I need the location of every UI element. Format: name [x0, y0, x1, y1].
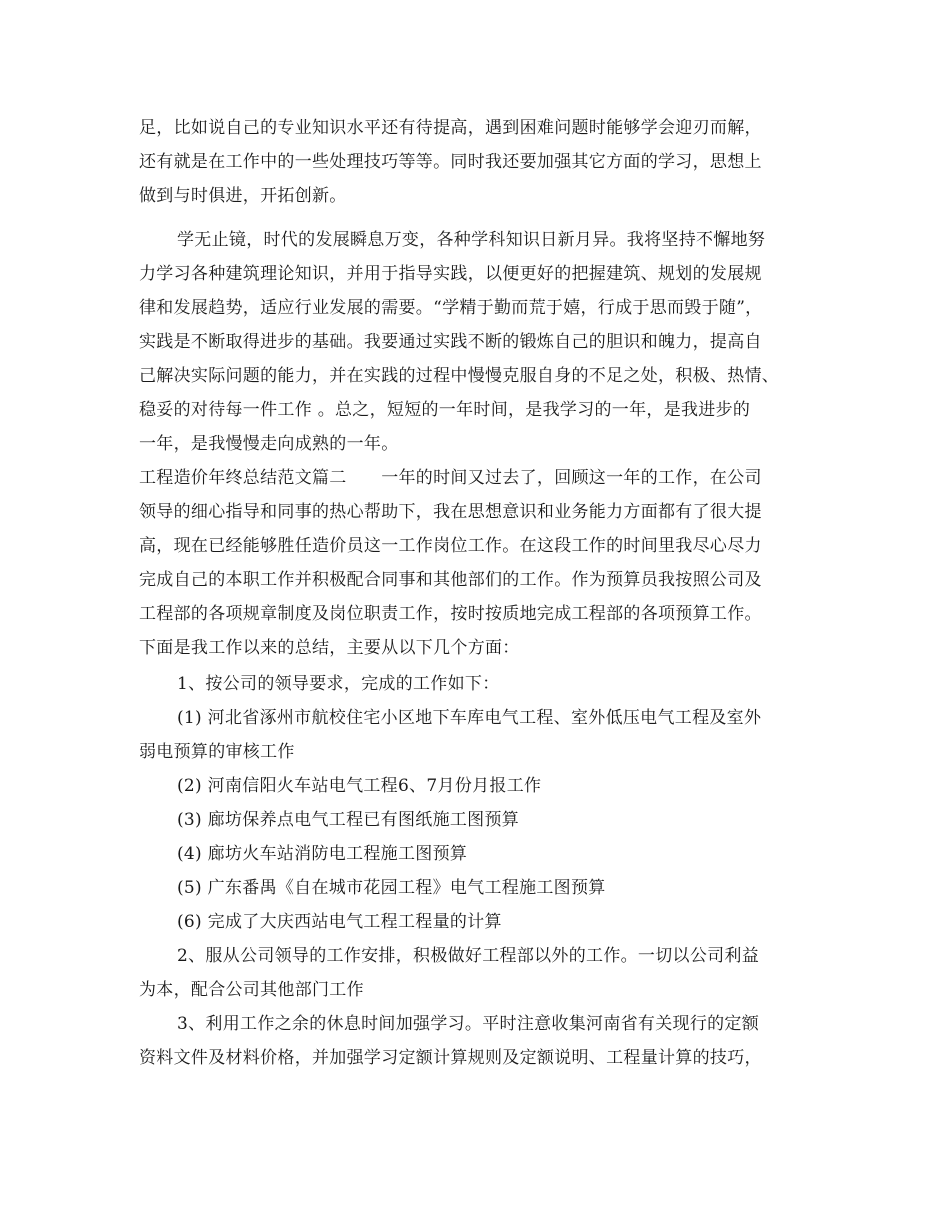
list-item: 2、服从公司领导的工作安排，积极做好工程部以外的工作。一切以公司利益	[177, 946, 760, 966]
list-item: 弱电预算的审核工作	[139, 742, 295, 762]
paragraph-line: 资料文件及材料价格，并加强学习定额计算规则及定额说明、工程量计算的技巧，	[139, 1048, 762, 1068]
paragraph-line: 实践是不断取得进步的基础。我要通过实践不断的锻炼自己的胆识和魄力，提高自	[139, 332, 762, 352]
list-item: 1、按公司的领导要求，完成的工作如下：	[177, 674, 500, 694]
list-item: 3、利用工作之余的休息时间加强学习。平时注意收集河南省有关现行的定额	[177, 1014, 760, 1034]
paragraph-line: 下面是我工作以来的总结，主要从以下几个方面：	[139, 638, 520, 658]
paragraph-line: 工程部的各项规章制度及岗位职责工作，按时按质地完成工程部的各项预算工作。	[139, 604, 762, 624]
paragraph-line: 律和发展趋势，适应行业发展的需要。“学精于勤而荒于嬉，行成于思而毁于随”，	[139, 298, 763, 318]
paragraph-line: 足，比如说自己的专业知识水平还有待提高，遇到困难问题时能够学会迎刃而解，	[139, 118, 762, 138]
paragraph-line: 稳妥的对待每一件工作 。总之，短短的一年时间，是我学习的一年，是我进步的	[139, 400, 751, 420]
paragraph-line: 己解决实际问题的能力，并在实践的过程中慢慢克服自身的不足之处，积极、热情、	[139, 366, 780, 386]
paragraph-line: 学无止镜，时代的发展瞬息万变，各种学科知识日新月异。我将坚持不懈地努	[177, 230, 766, 250]
paragraph-line: 力学习各种建筑理论知识，并用于指导实践，以便更好的把握建筑、规划的发展规	[139, 264, 762, 284]
list-item: (4) 廊坊火车站消防电工程施工图预算	[177, 844, 468, 864]
list-item: (5) 广东番禺《自在城市花园工程》电气工程施工图预算	[177, 878, 606, 898]
paragraph-line: 做到与时俱进，开拓创新。	[139, 186, 347, 206]
section-heading-line: 工程造价年终总结范文篇二 一年的时间又过去了，回顾这一年的工作，在公司	[139, 468, 762, 488]
paragraph-line: 完成自己的本职工作并积极配合同事和其他部们的工作。作为预算员我按照公司及	[139, 570, 762, 590]
list-item: (2) 河南信阳火车站电气工程6、7月份月报工作	[177, 776, 542, 796]
paragraph-line: 高，现在已经能够胜任造价员这一工作岗位工作。在这段工作的时间里我尽心尽力	[139, 536, 762, 556]
paragraph-line: 一年，是我慢慢走向成熟的一年。	[139, 434, 399, 454]
list-item: (6) 完成了大庆西站电气工程工程量的计算	[177, 912, 502, 932]
paragraph-line: 还有就是在工作中的一些处理技巧等等。同时我还要加强其它方面的学习，思想上	[139, 152, 762, 172]
list-item: (1) 河北省涿州市航校住宅小区地下车库电气工程、室外低压电气工程及室外	[177, 708, 762, 728]
paragraph-line: 为本，配合公司其他部门工作	[139, 980, 364, 1000]
list-item: (3) 廊坊保养点电气工程已有图纸施工图预算	[177, 810, 520, 830]
paragraph-line: 领导的细心指导和同事的热心帮助下，我在思想意识和业务能力方面都有了很大提	[139, 502, 762, 522]
